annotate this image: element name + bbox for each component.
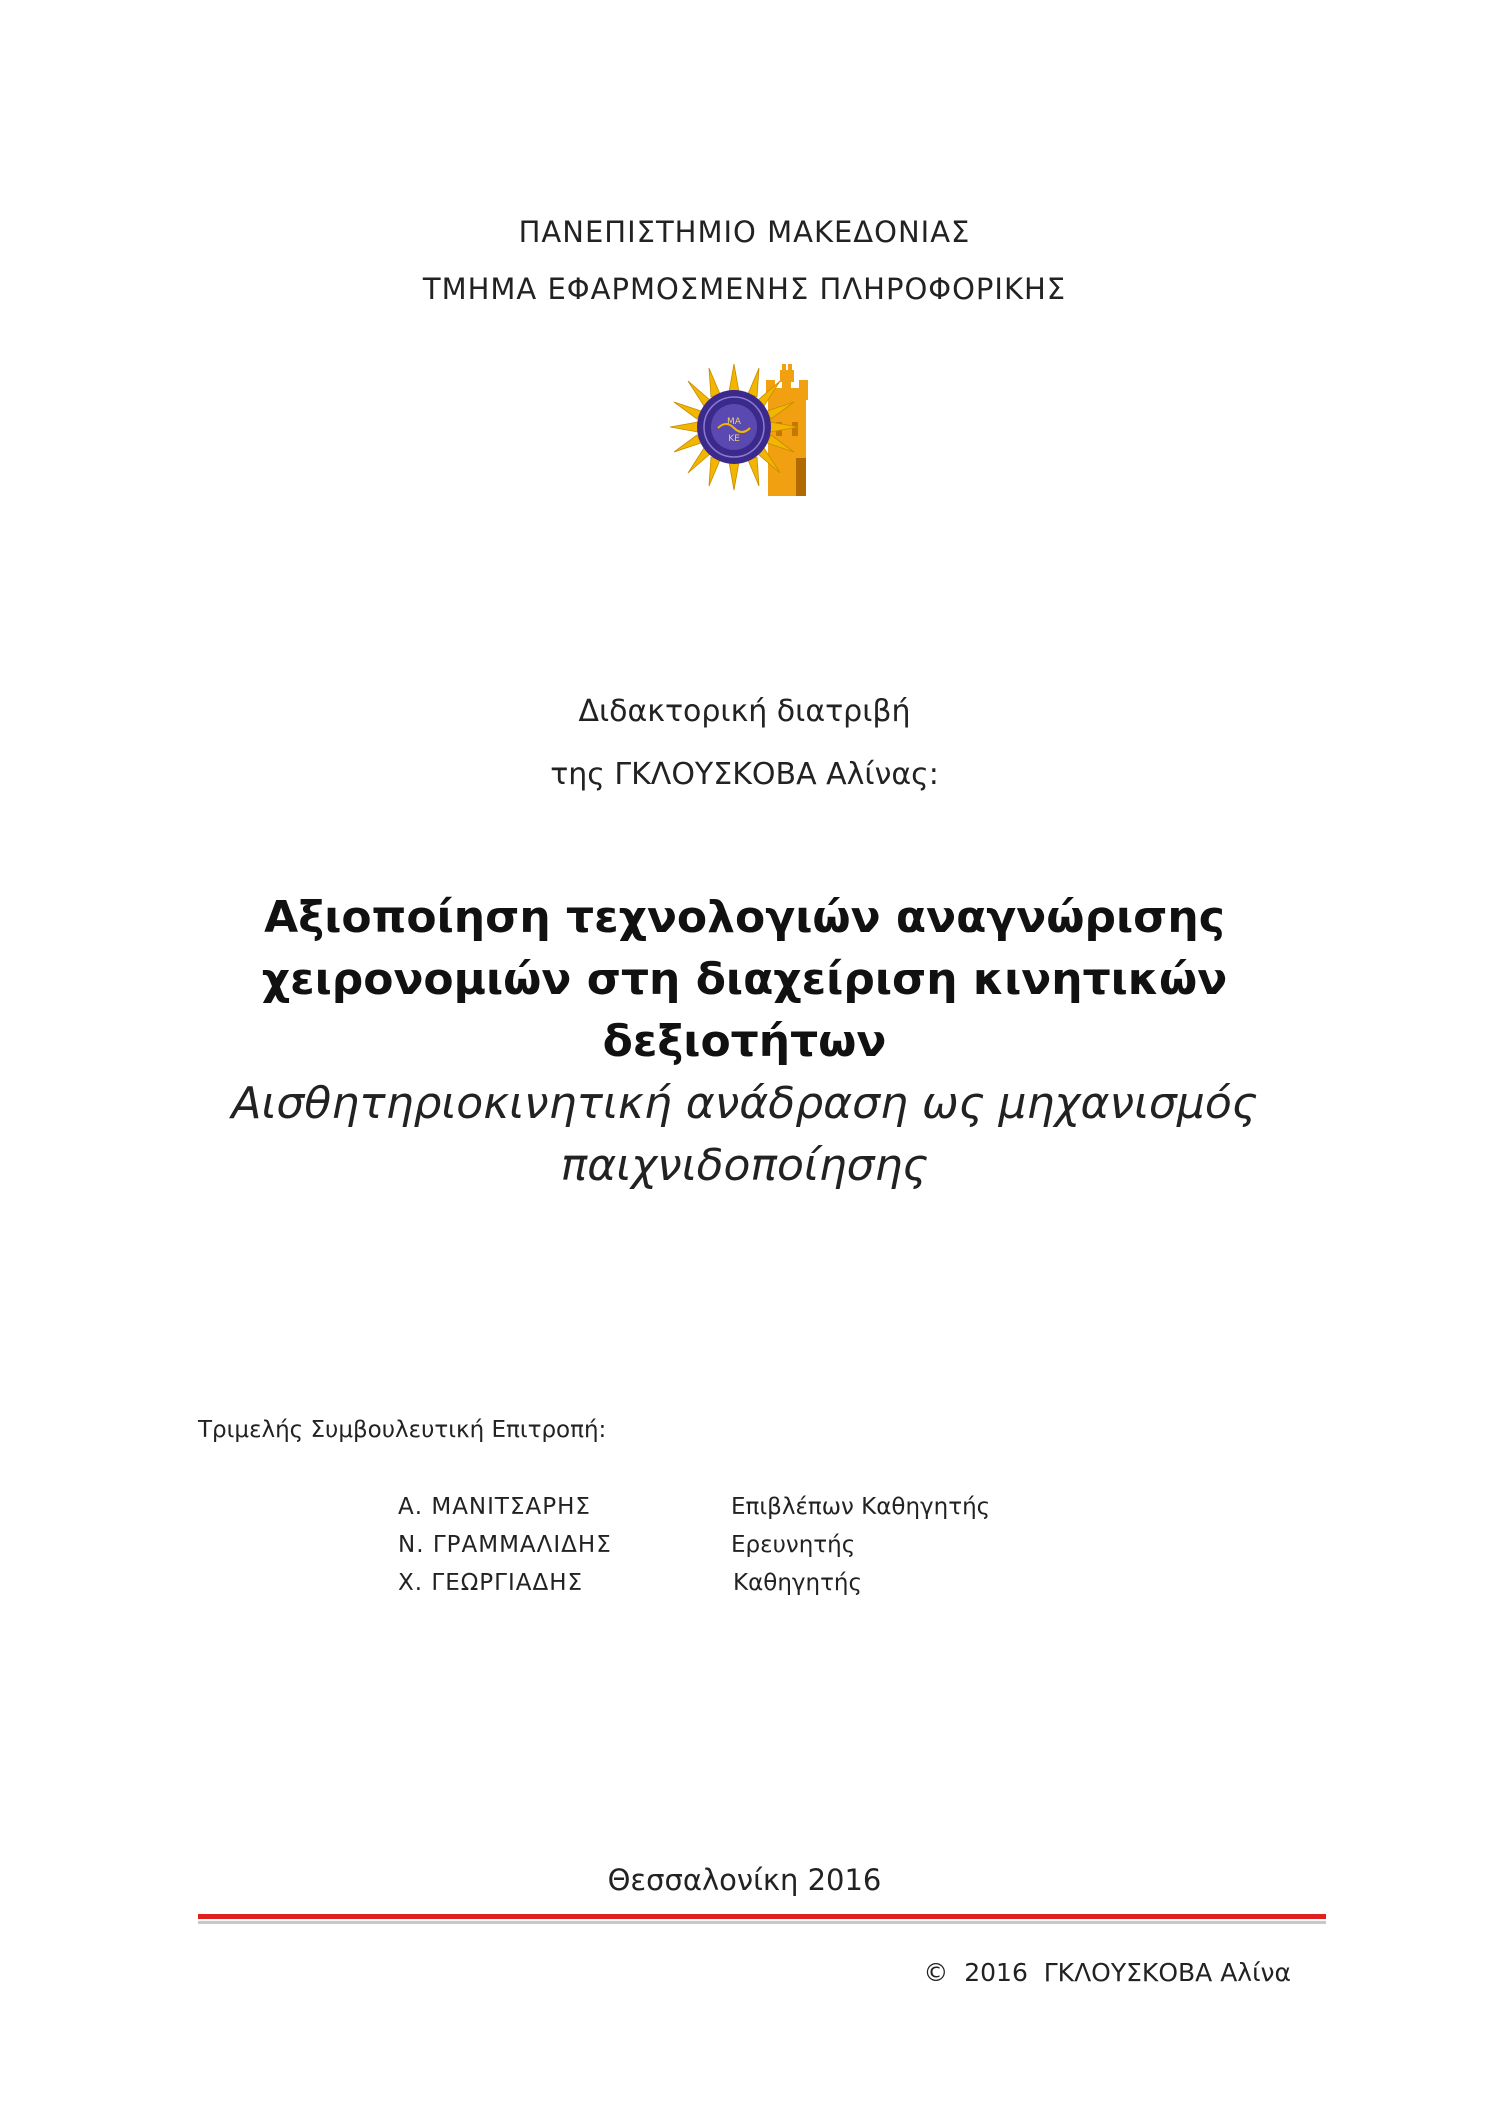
committee-member [0,1532,1489,1572]
member-role: Καθηγητής [733,1570,863,1596]
logo-text: ΜΑ [727,417,741,427]
department-name: ΤΜΗΜΑ ΕΦΑΡΜΟΣΜΕΝΗΣ ΠΛΗΡΟΦΟΡΙΚΗΣ [422,272,1067,306]
member-name: Χ. ΓΕΩΡΓΙΑΔΗΣ [398,1570,584,1596]
thesis-author: της ΓΚΛΟΥΣΚΟΒΑ Αλίνας: [550,757,939,792]
committee-member [0,1570,1489,1610]
thesis-type: Διδακτορική διατριβή [578,694,911,729]
university-logo [670,362,822,497]
svg-text:ΚΕ: ΚΕ [728,434,740,444]
seal-icon [697,390,771,464]
member-role: Επιβλέπων Καθηγητής [731,1494,991,1520]
footer-rule-red [198,1914,1326,1919]
thesis-title-line: χειρονομιών στη διαχείριση κινητικών [261,954,1228,1005]
university-name: ΠΑΝΕΠΙΣΤΗΜΙΟ ΜΑΚΕΔΟΝΙΑΣ [518,215,971,249]
thesis-title-line: δεξιοτήτων [602,1016,887,1067]
place-and-date: Θεσσαλονίκη 2016 [607,1863,882,1897]
footer-rule-grey [198,1921,1326,1924]
thesis-title-line: Αξιοποίηση τεχνολογιών αναγνώρισης [264,892,1225,943]
thesis-subtitle-line: Αισθητηριοκινητική ανάδραση ως μηχανισμός [231,1078,1258,1129]
committee-member [0,1494,1489,1534]
committee-heading: Τριμελής Συμβουλευτική Επιτροπή: [198,1417,607,1443]
member-role: Ερευνητής [731,1532,856,1558]
thesis-subtitle-line: παιχνιδοποίησης [560,1140,929,1191]
thesis-subtitle [0,1073,1489,1197]
member-name: Α. ΜΑΝΙΤΣΑΡΗΣ [398,1494,591,1520]
thesis-title [0,887,1489,1073]
member-name: Ν. ΓΡΑΜΜΑΛΙΔΗΣ [398,1532,612,1558]
copyright-notice: © 2016 ΓΚΛΟΥΣΚΟΒΑ Αλίνα [923,1958,1291,1987]
